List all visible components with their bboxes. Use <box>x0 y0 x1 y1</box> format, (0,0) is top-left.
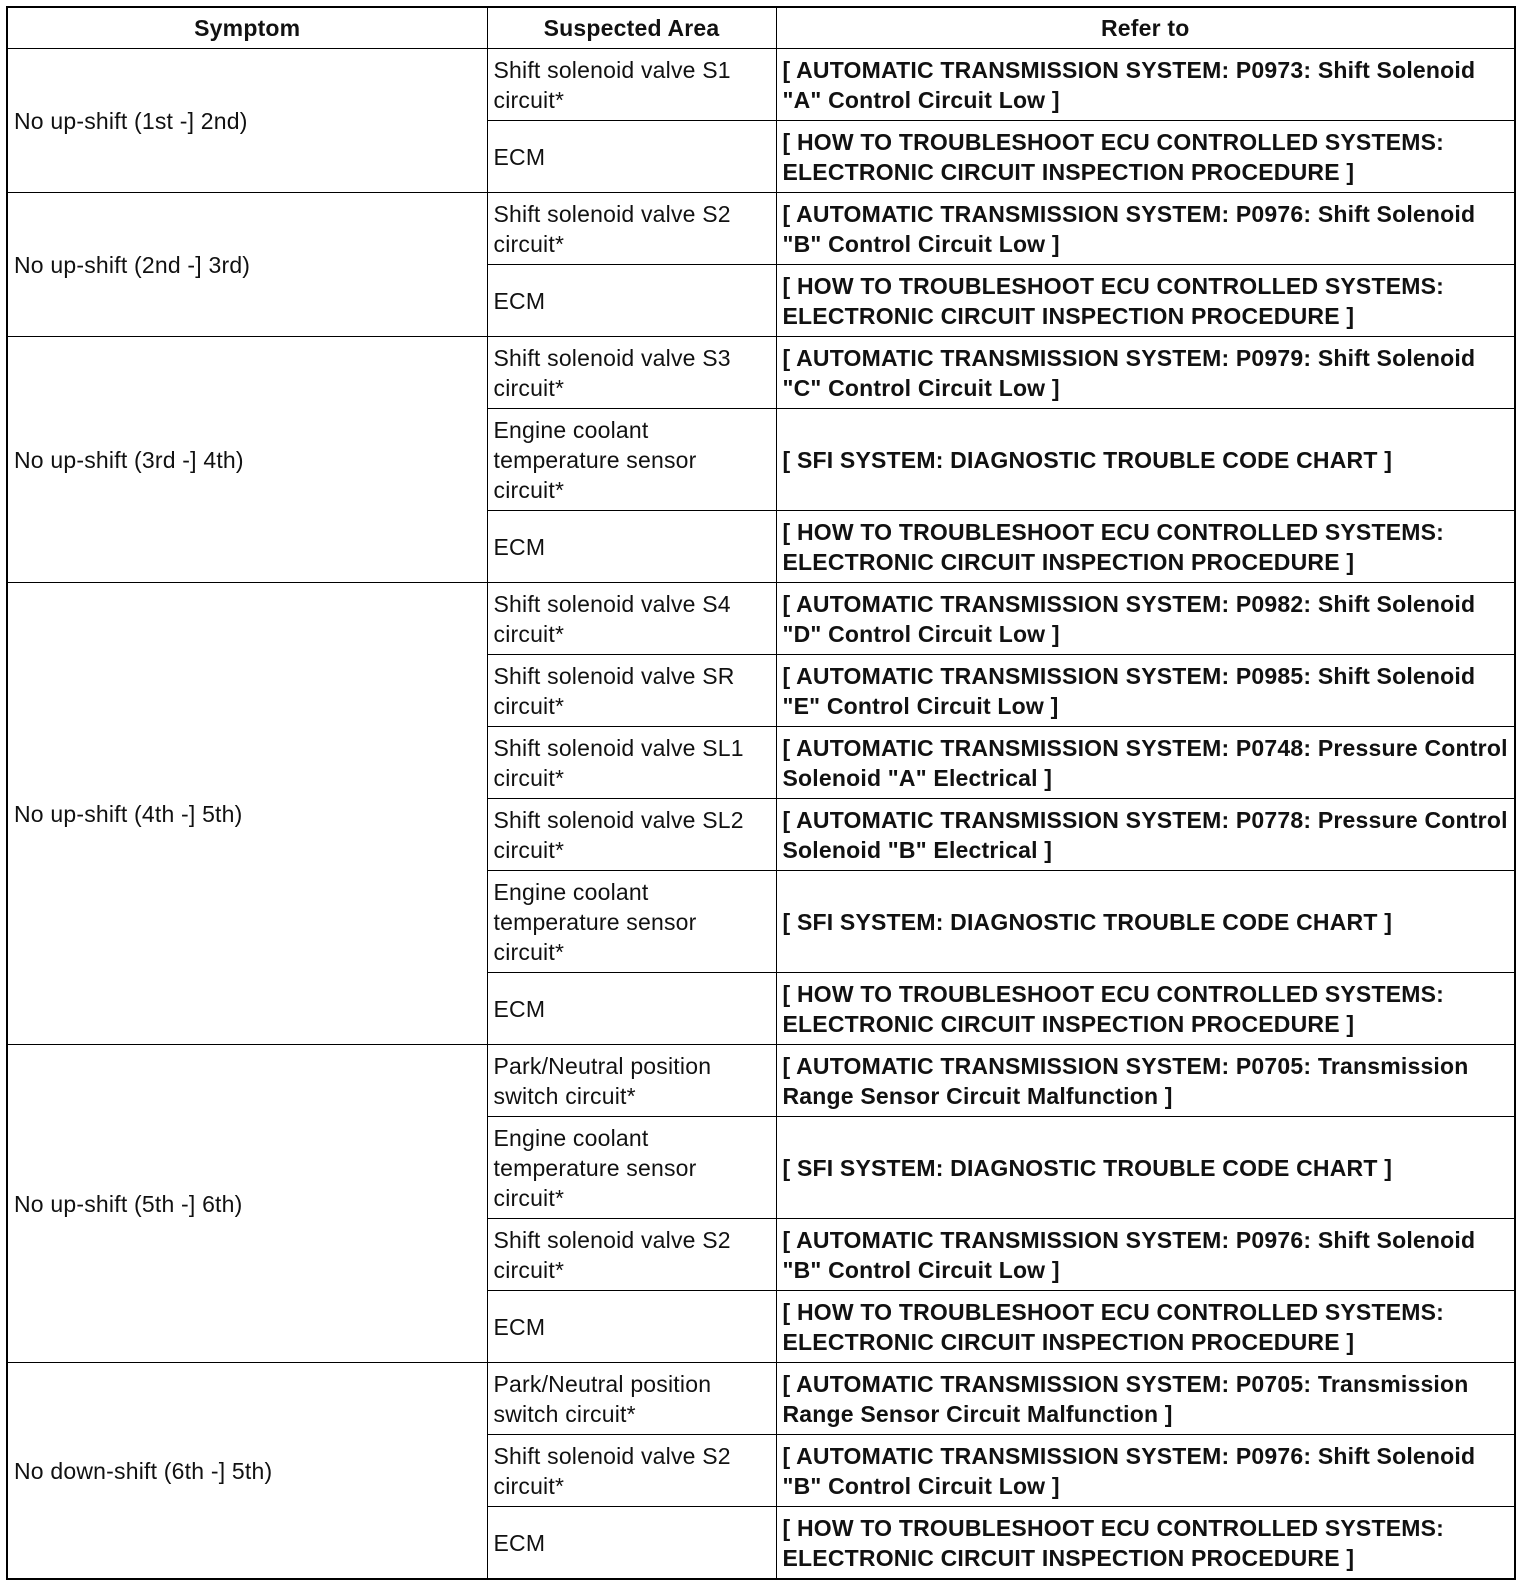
refer-to-cell: [ AUTOMATIC TRANSMISSION SYSTEM: P0976: Shift Solenoid "B" Control Circuit Low ] <box>776 1219 1515 1291</box>
refer-to-cell: [ AUTOMATIC TRANSMISSION SYSTEM: P0778: Pressure Control Solenoid "B" Electrical ] <box>776 799 1515 871</box>
suspected-area-cell: Shift solenoid valve S4 circuit* <box>487 583 776 655</box>
suspected-area-cell: Engine coolant temperature sensor circuit* <box>487 1117 776 1219</box>
suspected-area-cell: Park/Neutral position switch circuit* <box>487 1045 776 1117</box>
suspected-area-cell: ECM <box>487 511 776 583</box>
refer-to-cell: [ HOW TO TROUBLESHOOT ECU CONTROLLED SYSTEMS: ELECTRONIC CIRCUIT INSPECTION PROCEDURE ] <box>776 511 1515 583</box>
suspected-area-cell: Shift solenoid valve S2 circuit* <box>487 1219 776 1291</box>
trouble-table <box>6 6 1516 1580</box>
header-row <box>7 7 1515 49</box>
table-row <box>7 1363 1515 1435</box>
refer-to-cell: [ AUTOMATIC TRANSMISSION SYSTEM: P0979: Shift Solenoid "C" Control Circuit Low ] <box>776 337 1515 409</box>
refer-to-cell: [ HOW TO TROUBLESHOOT ECU CONTROLLED SYSTEMS: ELECTRONIC CIRCUIT INSPECTION PROCEDURE ] <box>776 1291 1515 1363</box>
refer-to-cell: [ AUTOMATIC TRANSMISSION SYSTEM: P0982: Shift Solenoid "D" Control Circuit Low ] <box>776 583 1515 655</box>
symptom-cell: No up-shift (1st -] 2nd) <box>7 49 487 193</box>
table-row <box>7 583 1515 655</box>
header-suspected-area: Suspected Area <box>487 7 776 49</box>
header-symptom: Symptom <box>7 7 487 49</box>
symptom-cell: No down-shift (6th -] 5th) <box>7 1363 487 1580</box>
symptom-cell: No up-shift (5th -] 6th) <box>7 1045 487 1363</box>
suspected-area-cell: Shift solenoid valve S3 circuit* <box>487 337 776 409</box>
refer-to-cell: [ AUTOMATIC TRANSMISSION SYSTEM: P0976: Shift Solenoid "B" Control Circuit Low ] <box>776 1435 1515 1507</box>
suspected-area-cell: Park/Neutral position switch circuit* <box>487 1363 776 1435</box>
suspected-area-cell: Engine coolant temperature sensor circuit* <box>487 409 776 511</box>
refer-to-cell: [ AUTOMATIC TRANSMISSION SYSTEM: P0976: Shift Solenoid "B" Control Circuit Low ] <box>776 193 1515 265</box>
refer-to-cell: [ AUTOMATIC TRANSMISSION SYSTEM: P0748: Pressure Control Solenoid "A" Electrical ] <box>776 727 1515 799</box>
table-row <box>7 49 1515 121</box>
suspected-area-cell: ECM <box>487 265 776 337</box>
suspected-area-cell: Engine coolant temperature sensor circuit* <box>487 871 776 973</box>
suspected-area-cell: ECM <box>487 1291 776 1363</box>
table-row <box>7 1045 1515 1117</box>
refer-to-cell: [ AUTOMATIC TRANSMISSION SYSTEM: P0985: Shift Solenoid "E" Control Circuit Low ] <box>776 655 1515 727</box>
suspected-area-cell: Shift solenoid valve S1 circuit* <box>487 49 776 121</box>
refer-to-cell: [ SFI SYSTEM: DIAGNOSTIC TROUBLE CODE CHART ] <box>776 409 1515 511</box>
refer-to-cell: [ AUTOMATIC TRANSMISSION SYSTEM: P0973: Shift Solenoid "A" Control Circuit Low ] <box>776 49 1515 121</box>
refer-to-cell: [ HOW TO TROUBLESHOOT ECU CONTROLLED SYSTEMS: ELECTRONIC CIRCUIT INSPECTION PROCEDURE ] <box>776 1507 1515 1580</box>
refer-to-cell: [ HOW TO TROUBLESHOOT ECU CONTROLLED SYSTEMS: ELECTRONIC CIRCUIT INSPECTION PROCEDURE ] <box>776 265 1515 337</box>
suspected-area-cell: ECM <box>487 973 776 1045</box>
suspected-area-cell: Shift solenoid valve S2 circuit* <box>487 1435 776 1507</box>
symptom-cell: No up-shift (4th -] 5th) <box>7 583 487 1045</box>
suspected-area-cell: Shift solenoid valve S2 circuit* <box>487 193 776 265</box>
suspected-area-cell: ECM <box>487 121 776 193</box>
suspected-area-cell: Shift solenoid valve SL2 circuit* <box>487 799 776 871</box>
suspected-area-cell: Shift solenoid valve SR circuit* <box>487 655 776 727</box>
refer-to-cell: [ SFI SYSTEM: DIAGNOSTIC TROUBLE CODE CHART ] <box>776 871 1515 973</box>
table-row <box>7 337 1515 409</box>
refer-to-cell: [ HOW TO TROUBLESHOOT ECU CONTROLLED SYSTEMS: ELECTRONIC CIRCUIT INSPECTION PROCEDURE ] <box>776 973 1515 1045</box>
suspected-area-cell: Shift solenoid valve SL1 circuit* <box>487 727 776 799</box>
symptom-cell: No up-shift (3rd -] 4th) <box>7 337 487 583</box>
refer-to-cell: [ SFI SYSTEM: DIAGNOSTIC TROUBLE CODE CHART ] <box>776 1117 1515 1219</box>
refer-to-cell: [ AUTOMATIC TRANSMISSION SYSTEM: P0705: Transmission Range Sensor Circuit Malfunction ] <box>776 1045 1515 1117</box>
suspected-area-cell: ECM <box>487 1507 776 1580</box>
refer-to-cell: [ HOW TO TROUBLESHOOT ECU CONTROLLED SYSTEMS: ELECTRONIC CIRCUIT INSPECTION PROCEDURE ] <box>776 121 1515 193</box>
header-refer-to: Refer to <box>776 7 1515 49</box>
refer-to-cell: [ AUTOMATIC TRANSMISSION SYSTEM: P0705: Transmission Range Sensor Circuit Malfunction ] <box>776 1363 1515 1435</box>
symptom-cell: No up-shift (2nd -] 3rd) <box>7 193 487 337</box>
table-row <box>7 193 1515 265</box>
